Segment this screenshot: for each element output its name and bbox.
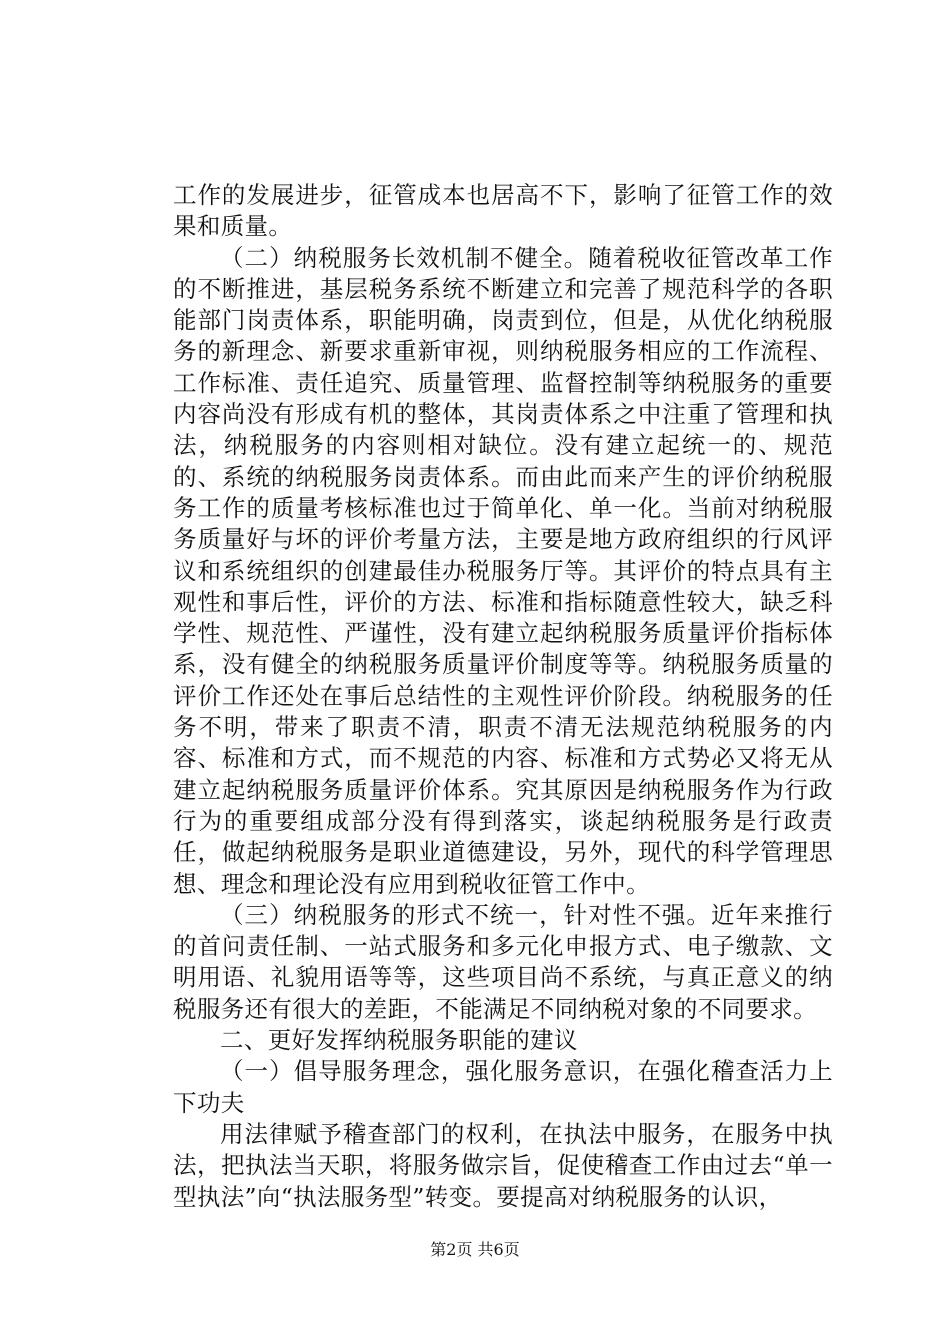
- document-body: [173, 180, 833, 1213]
- paragraph-section-3: （三）纳税服务的形式不统一，针对性不强。近年来推行的首问责任制、一站式服务和多元化申报方式、电子缴款、文明用语、礼貌用语等等，这些项目尚不系统，与真正意义的纳税服务还有很大的差距，不能满足不同纳税对象的不同要求。: [173, 900, 833, 1023]
- paragraph-continuation: 工作的发展进步，征管成本也居高不下，影响了征管工作的效果和质量。: [173, 181, 833, 241]
- subheading-suggestion-1: （一）倡导服务理念，强化服务意识，在强化稽查活力上下功夫: [173, 1057, 833, 1117]
- paragraph-section-2: （二）纳税服务长效机制不健全。随着税收征管改革工作的不断推进，基层税务系统不断建立和完善了规范科学的各职能部门岗责体系，职能明确，岗责到位，但是，从优化纳税服务的新理念、新要求重新审视，则纳税服务相应的工作流程、工作标准、责任追究、质量管理、监督控制等纳税服务的重要内容尚没有形成有机的整体，其岗责体系之中注重了管理和执法，纳税服务的内容则相对缺位。没有建立起统一的、规范的、系统的纳税服务岗责体系。而由此而来产生的评价纳税服务工作的质量考核标准也过于简单化、单一化。当前对纳税服务质量好与坏的评价考量方法，主要是地方政府组织的行风评议和系统组织的创建最佳办税服务厅等。其评价的特点具有主观性和事后性，评价的方法、标准和指标随意性较大，缺乏科学性、规范性、严谨性，没有建立起纳税服务质量评价指标体系，没有健全的纳税服务质量评价制度等等。纳税服务质量的评价工作还处在事后总结性的主观性评价阶段。纳税服务的任务不明，带来了职责不清，职责不清无法规范纳税服务的内容、标准和方式，而不规范的内容、标准和方式势必又将无从建立起纳税服务质量评价体系。究其原因是纳税服务作为行政行为的重要组成部分没有得到落实，谈起纳税服务是行政责任，做起纳税服务是职业道德建设，另外，现代的科学管理思想、理念和理论没有应用到税收征管工作中。: [173, 243, 833, 898]
- paragraph-suggestion-1-body: 用法律赋予稽查部门的权利，在执法中服务，在服务中执法，把执法当天职，将服务做宗旨，促使稽查工作由过去“单一型执法”向“执法服务型”转变。要提高对纳税服务的认识，: [173, 1119, 833, 1211]
- heading-suggestions: 二、更好发挥纳税服务职能的建议: [220, 1026, 578, 1055]
- page-number-footer: 第2页 共6页: [430, 1240, 520, 1259]
